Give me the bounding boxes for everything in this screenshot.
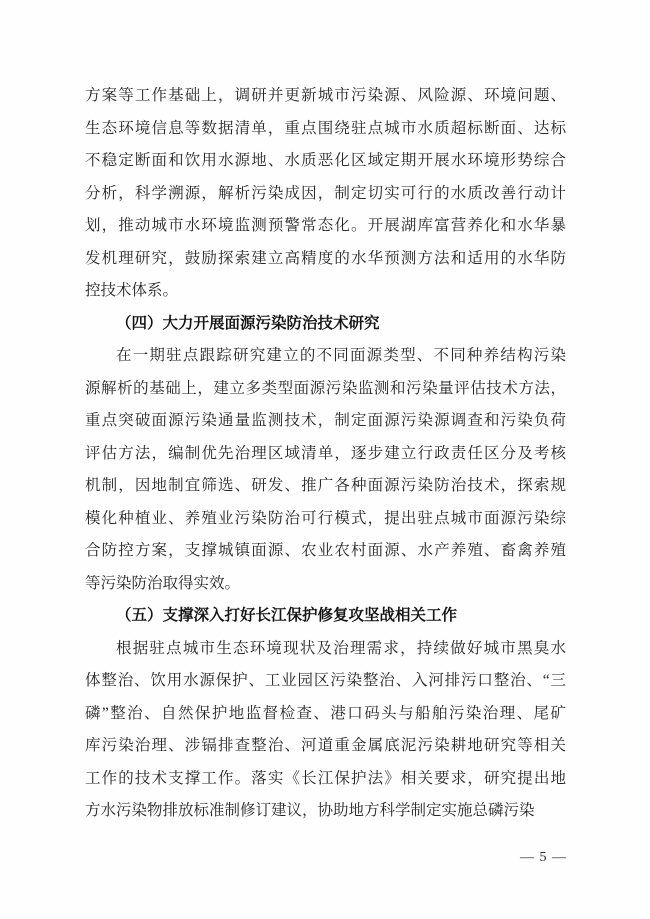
text-line: 根据驻点城市生态环境现状及治理需求，持续做好城市黑臭水 <box>116 639 566 657</box>
text-line: 机制，因地制宜筛选、研发、推广各种面源污染防治技术，探索规 <box>85 477 566 494</box>
text-line: 工作的技术支撑工作。落实《长江保护法》相关要求，研究提出地 <box>85 769 566 787</box>
text-line: 方案等工作基础上，调研并更新城市污染源、风险源、环境问题、 <box>85 87 566 104</box>
paragraph-section-4 <box>85 340 566 600</box>
paragraph-section-5 <box>85 633 566 828</box>
text-line: 生态环境信息等数据清单，重点围绕驻点城市水质超标断面、达标 <box>85 119 566 137</box>
text-line: 方水污染物排放标准制修订建议，协助地方科学制定实施总磷污染 <box>85 802 535 819</box>
text-line: 划，推动城市水环境监测预警常态化。开展湖库富营养化和水华暴 <box>85 217 566 234</box>
text-line: 合防控方案，支撑城镇面源、农业农村面源、水产养殖、畜禽养殖 <box>85 542 566 559</box>
text-line: 体整治、饮用水源保护、工业园区污染整治、入河排污口整治、“三 <box>85 672 566 689</box>
text-line: 磷”整治、自然保护地监督检查、港口码头与船舶污染治理、尾矿 <box>85 704 566 722</box>
text-line: 在一期驻点跟踪研究建立的不同面源类型、不同种养结构污染 <box>116 347 566 364</box>
section-heading-5: （五）支撑深入打好长江保护修复攻坚战相关工作 <box>116 607 458 624</box>
text-line: 不稳定断面和饮用水源地、水质恶化区域定期开展水环境形势综合 <box>85 152 566 169</box>
page-number: — 5 — <box>520 850 567 865</box>
section-heading-4: （四）大力开展面源污染防治技术研究 <box>116 314 380 332</box>
text-line: 发机理研究，鼓励探索建立高精度的水华预测方法和适用的水华防 <box>85 249 566 267</box>
text-line: 模化种植业、养殖业污染防治可行模式，提出驻点城市面源污染综 <box>85 509 566 527</box>
text-line: 评估方法，编制优先治理区域清单，逐步建立行政责任区分及考核 <box>85 444 566 462</box>
text-line: 等污染防治取得实效。 <box>85 574 241 592</box>
text-line: 控技术体系。 <box>85 282 179 299</box>
text-line: 重点突破面源污染通量监测技术，制定面源污染源调查和污染负荷 <box>85 412 566 429</box>
text-line: 库污染治理、涉镉排查整治、河道重金属底泥污染耕地研究等相关 <box>85 737 566 754</box>
text-line: 分析，科学溯源，解析污染成因，制定切实可行的水质改善行动计 <box>85 184 566 202</box>
paragraph-continued <box>85 80 566 308</box>
text-line: 源解析的基础上，建立多类型面源污染监测和污染量评估技术方法， <box>85 379 566 397</box>
